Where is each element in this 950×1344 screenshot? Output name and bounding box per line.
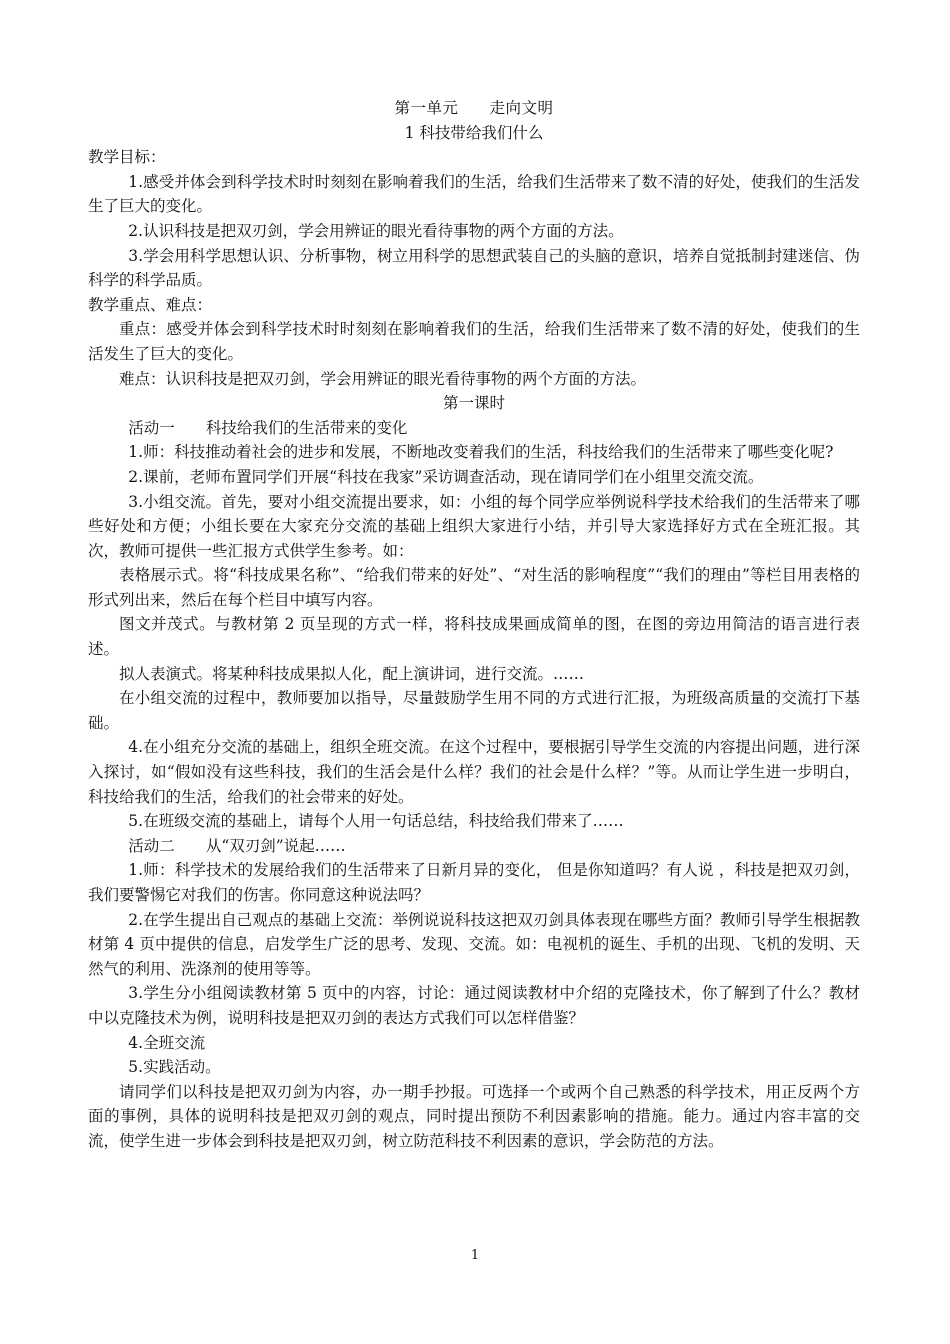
goal-item: 2.认识科技是把双刃剑，学会用辨证的眼光看待事物的两个方面的方法。 (128, 221, 624, 240)
activity-step: 1.师：科学技术的发展给我们的生活带来了日新月异的变化， 但是你知道吗？有人说 ，科技是把双刃剑，我们要警惕它对我们的伤害。你同意这种说法吗？ (88, 861, 860, 904)
goal-item: 1.感受并体会到科学技术时时刻刻在影响着我们的生活，给我们生活带来了数不清的好处，使我们的生活发生了巨大的变化。 (88, 172, 860, 216)
page-number: 1 (470, 1248, 480, 1263)
activity-step: 5.实践活动。 (128, 1058, 221, 1077)
activity-step: 4.全班交流 (128, 1033, 206, 1052)
activity-heading (88, 834, 860, 859)
activity-step: 2.在学生提出自己观点的基础上交流：举例说说科技这把双刃剑具体表现在哪些方面？教师引导学生根据教材第 4 页中提供的信息，启发学生广泛的思考、发现、交流。如：电视机的诞生、手机的出现、飞机的发明、天然气的利用、洗涤剂的使用等等。 (88, 910, 860, 978)
unit-title (88, 96, 860, 121)
activity-number: 活动一 (128, 418, 175, 437)
activity-step: 5.在班级交流的基础上，请每个人用一句话总结，科技给我们带来了…… (128, 812, 624, 831)
goals-heading: 教学目标： (88, 148, 166, 167)
report-form: 拟人表演式。将某种科技成果拟人化，配上演讲词，进行交流。…… (119, 664, 585, 683)
report-form: 表格展示式。将“科技成果名称”、“给我们带来的好处”、“对生活的影响程度”“我们的理由”等栏目用表格的形式列出来，然后在每个栏目中填写内容。 (88, 566, 860, 609)
focus-heading: 教学重点、难点： (88, 295, 213, 314)
lesson-title: 1 科技带给我们什么 (404, 123, 544, 142)
report-note: 在小组交流的过程中，教师要加以指导，尽量鼓励学生用不同的方式进行汇报，为班级高质量的交流打下基础。 (88, 689, 860, 732)
report-form: 图文并茂式。与教材第 2 页呈现的方式一样，将科技成果画成简单的图，在图的旁边用简洁的语言进行表述。 (88, 615, 860, 659)
focus-point: 重点：感受并体会到科学技术时时刻刻在影响着我们的生活，给我们生活带来了数不清的好处，使我们的生活发生了巨大的变化。 (88, 320, 860, 363)
activity-heading (88, 416, 860, 441)
period-title: 第一课时 (442, 394, 505, 413)
goal-item: 3.学会用科学思想认识、分析事物，树立用科学的思想武装自己的头脑的意识，培养自觉抵制封建迷信、伪科学的科学品质。 (88, 246, 860, 290)
activity-number: 活动二 (128, 836, 175, 855)
activity-name: 从“双刃剑”说起…… (205, 836, 346, 855)
activity-step: 1.师：科技推动着社会的进步和发展，不断地改变着我们的生活，科技给我们的生活带来了哪些变化呢? (128, 443, 834, 462)
activity-step: 3.小组交流。首先，要对小组交流提出要求，如：小组的每个同学应举例说科学技术给我们的生活带来了哪些好处和方便；小组长要在大家充分交流的基础上组织大家进行小结，并引导大家选择好方式在全班汇报。其次，教师可提供一些汇报方式供学生参考。如： (88, 492, 860, 560)
document-page (88, 96, 860, 1154)
activity-step: 4.在小组充分交流的基础上，组织全班交流。在这个过程中，要根据引导学生交流的内容提出问题，进行深入探讨，如“假如没有这些科技，我们的生活会是什么样？我们的社会是什么样？”等。从而让学生进一步明白，科技给我们的生活，给我们的社会带来的好处。 (88, 738, 860, 806)
unit-title-number: 第一单元 (394, 99, 459, 117)
unit-title-name: 走向文明 (489, 99, 554, 117)
practice-description: 请同学们以科技是把双刃剑为内容，办一期手抄报。可选择一个或两个自己熟悉的科学技术，用正反两个方面的事例，具体的说明科技是把双刃剑的观点，同时提出预防不利因素影响的措施。能力。通过内容丰富的交流，使学生进一步体会到科技是把双刃剑，树立防范科技不利因素的意识，学会防范的方法。 (88, 1082, 860, 1150)
difficulty-point: 难点：认识科技是把双刃剑，学会用辨证的眼光看待事物的两个方面的方法。 (119, 369, 647, 388)
activity-name: 科技给我们的生活带来的变化 (205, 418, 408, 437)
activity-step: 2.课前，老师布置同学们开展“科技在我家”采访调查活动，现在请同学们在小组里交流交流。 (128, 467, 764, 486)
activity-step: 3.学生分小组阅读教材第 5 页中的内容，讨论：通过阅读教材中介绍的克隆技术，你了解到了什么？教材中以克隆技术为例，说明科技是把双刃剑的表达方式我们可以怎样借鉴？ (88, 984, 860, 1027)
